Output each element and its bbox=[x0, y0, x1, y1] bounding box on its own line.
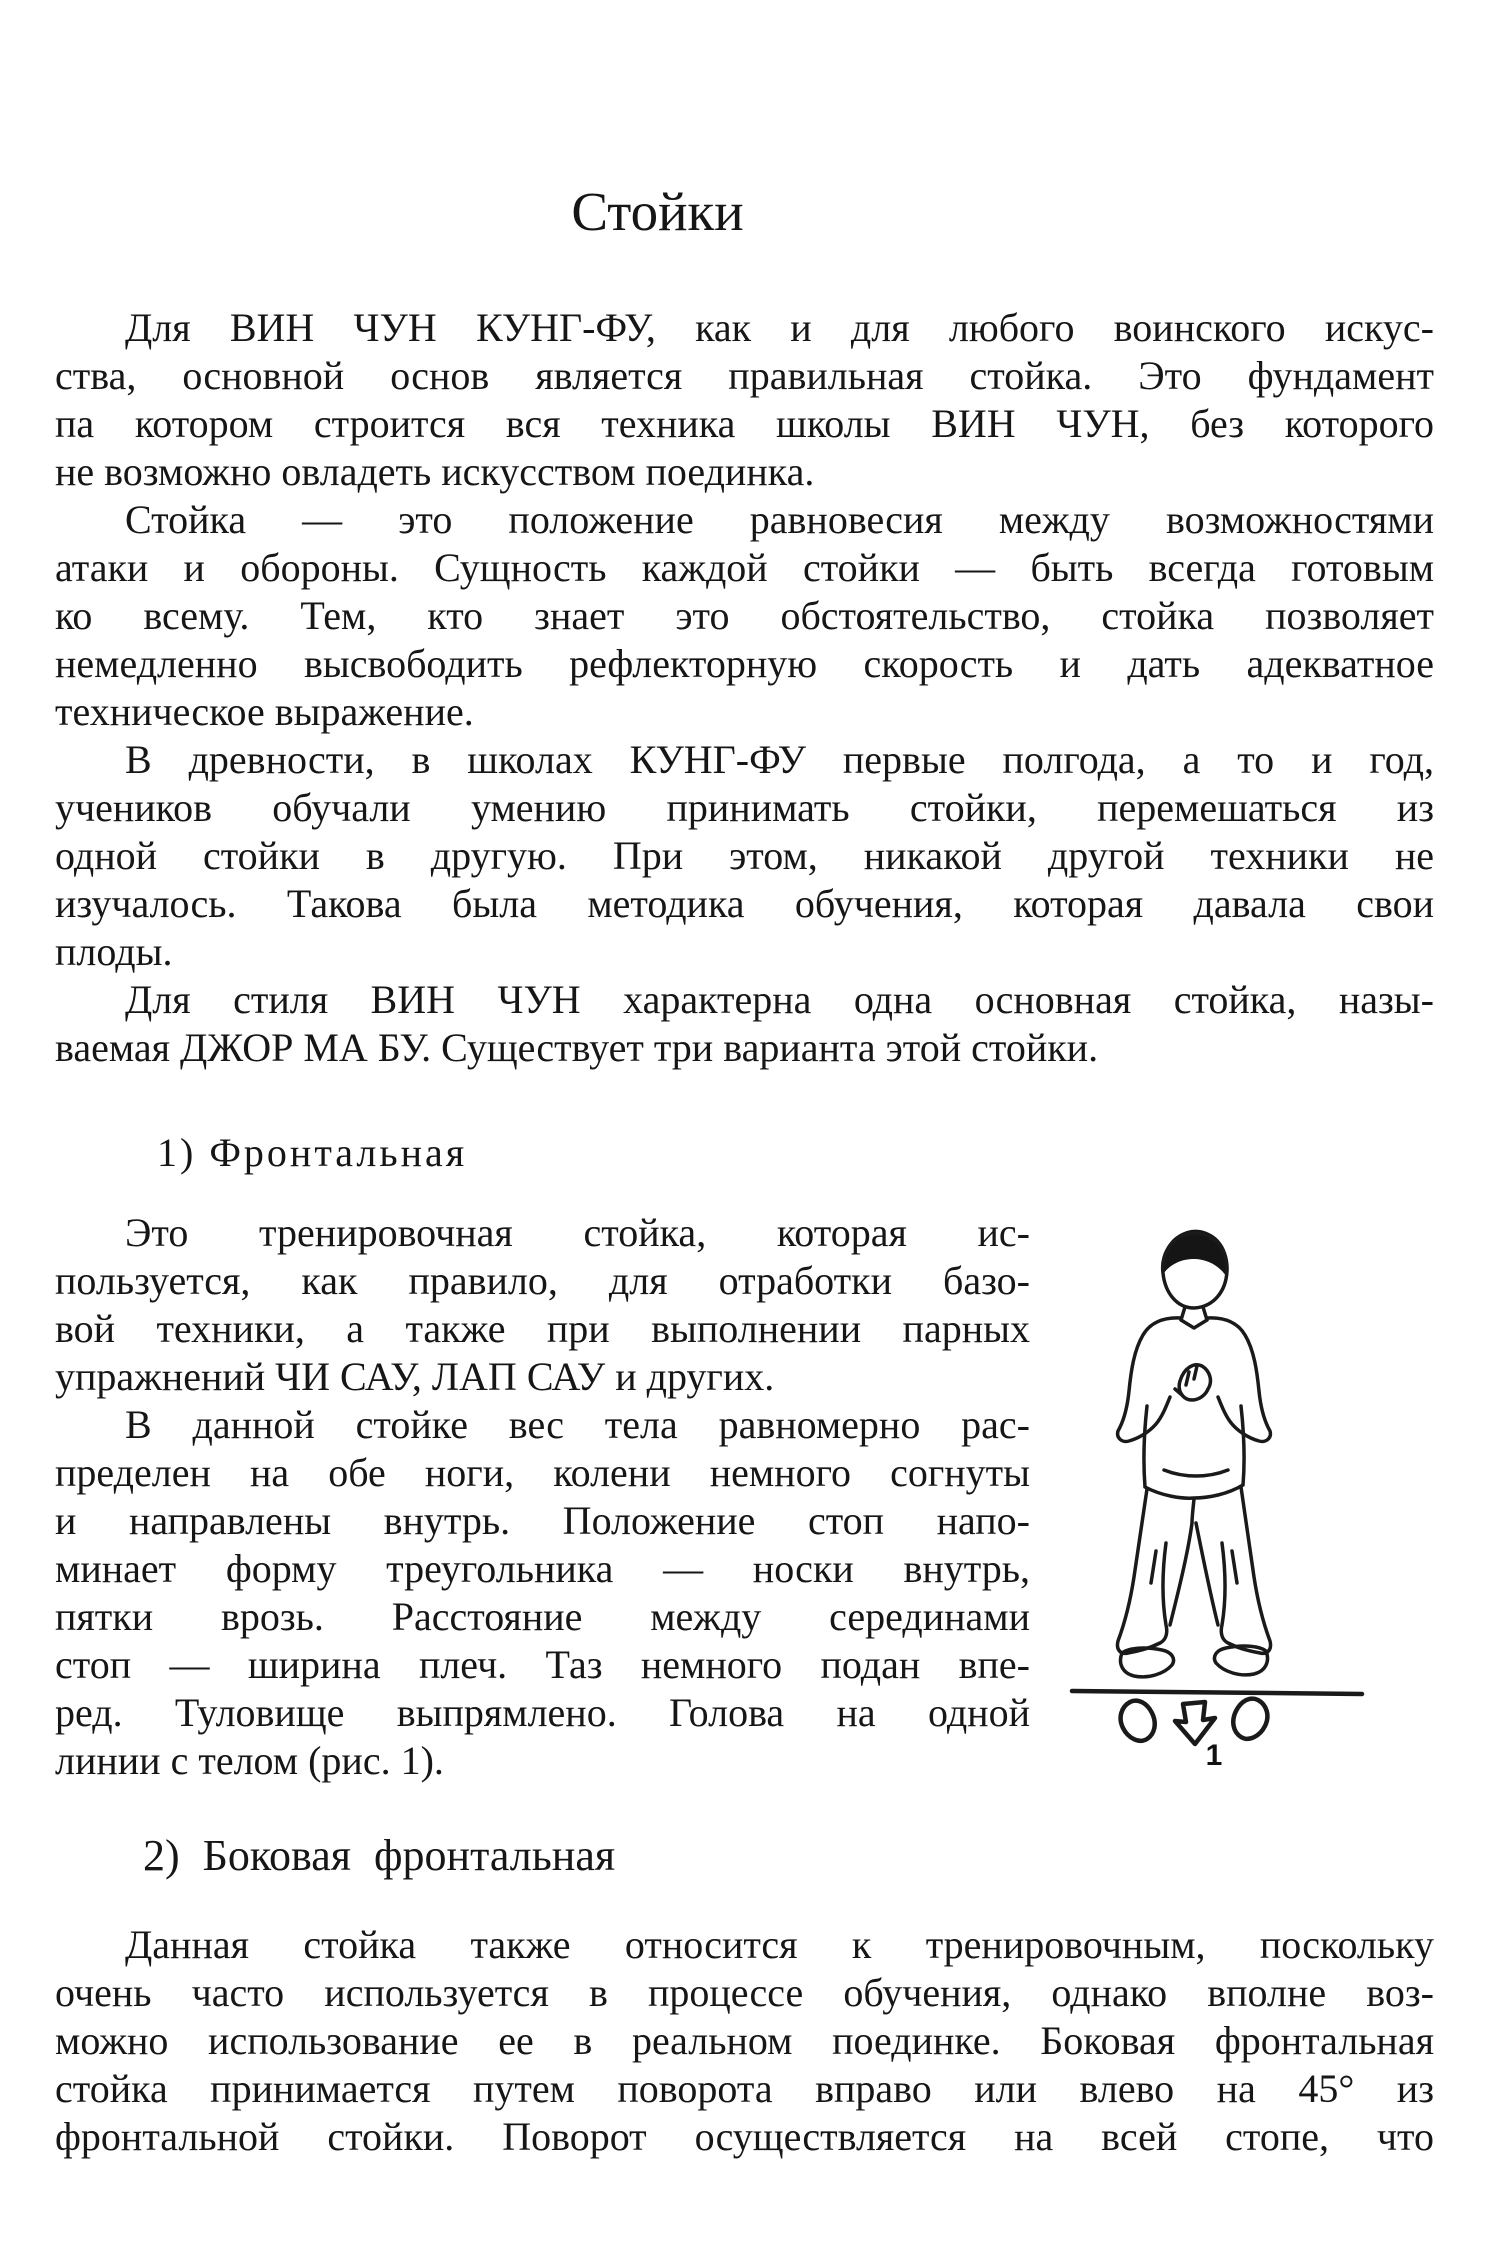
text-line: Это тренировочная стойка, которая ис- bbox=[125, 1210, 1030, 1255]
text-line: Для ВИН ЧУН КУНГ-ФУ, как и для любого воинского искус- bbox=[125, 305, 1434, 350]
section-frontal-text-column bbox=[55, 1209, 1030, 1785]
stance-figure-illustration bbox=[1044, 1221, 1384, 1751]
figure-trousers bbox=[1117, 1487, 1270, 1653]
left-footprint bbox=[1121, 1701, 1155, 1741]
figure-collar bbox=[1181, 1307, 1207, 1328]
text-line: ваемая ДЖОР МА БУ. Существует три варианта этой стойки. bbox=[55, 1025, 1099, 1070]
text-line: пользуется, как правило, для отработки базо- bbox=[55, 1258, 1030, 1303]
figure-area bbox=[1030, 1209, 1434, 1785]
paragraph bbox=[55, 1921, 1434, 2161]
text-line: техническое выражение. bbox=[55, 689, 474, 734]
section-heading-side-frontal: 2) Боковая фронтальная bbox=[143, 1831, 616, 1880]
down-arrow-icon bbox=[1175, 1702, 1215, 1744]
text-line: Для стиля ВИН ЧУН характерна одна основная стойка, назы- bbox=[125, 977, 1434, 1022]
paragraph bbox=[55, 1401, 1030, 1785]
text-line: фронтальной стойки. Поворот осуществляется на всей стопе, что bbox=[55, 2114, 1434, 2159]
text-line: изучалось. Такова была методика обучения, которая давала свои bbox=[55, 881, 1434, 926]
text-line: упражнений ЧИ САУ, ЛАП САУ и других. bbox=[55, 1354, 775, 1399]
section-frontal bbox=[55, 1209, 1434, 1785]
text-line: В данной стойке вес тела равномерно рас- bbox=[125, 1402, 1030, 1447]
text-line: атаки и обороны. Сущность каждой стойки — быть всегда готовым bbox=[55, 545, 1434, 590]
figure-left-arm bbox=[1118, 1318, 1181, 1442]
ground-line bbox=[1072, 1691, 1362, 1694]
text-line: В древности, в школах КУНГ-ФУ первые полгода, а то и год, bbox=[125, 737, 1434, 782]
text-line: одной стойки в другую. При этом, никакой другой техники не bbox=[55, 833, 1434, 878]
text-line: немедленно высвободить рефлекторную скорость и дать адекватное bbox=[55, 641, 1434, 686]
text-line: пятки врозь. Расстояние между серединами bbox=[55, 1594, 1030, 1639]
text-line: плоды. bbox=[55, 929, 173, 974]
page-title: Стойки bbox=[571, 181, 744, 242]
text-line: стойка принимается путем поворота вправо или влево на 45° из bbox=[55, 2066, 1434, 2111]
text-line: па котором строится вся техника школы ВИН ЧУН, без которого bbox=[55, 401, 1434, 446]
text-line: и направлены внутрь. Положение стоп напо- bbox=[55, 1498, 1030, 1543]
text-line: линии с телом (рис. 1). bbox=[55, 1738, 444, 1783]
paragraph bbox=[55, 304, 1434, 496]
figure-number: 1 bbox=[1205, 1739, 1223, 1772]
text-line: минает форму треугольника — носки внутрь, bbox=[55, 1546, 1030, 1591]
text-line: стоп — ширина плеч. Таз немного подан впе- bbox=[55, 1642, 1030, 1687]
text-line: пределен на обе ноги, колени немного согнуты bbox=[55, 1450, 1030, 1495]
figure-hands bbox=[1175, 1365, 1210, 1400]
text-line: Стойка — это положение равновесия между возможностями bbox=[125, 497, 1434, 542]
right-footprint bbox=[1233, 1699, 1267, 1739]
section-heading-frontal: 1) Фронтальная bbox=[157, 1130, 468, 1175]
paragraph bbox=[55, 496, 1434, 736]
text-line: ко всему. Тем, кто знает это обстоятельство, стойка позволяет bbox=[55, 593, 1434, 638]
text-line: учеников обучали умению принимать стойки, перемешаться из bbox=[55, 785, 1434, 830]
figure-right-shoe bbox=[1214, 1646, 1267, 1675]
paragraph bbox=[55, 736, 1434, 976]
text-line: вой техники, а также при выполнении парных bbox=[55, 1306, 1030, 1351]
text-line: ред. Туловище выпрямлено. Голова на одной bbox=[55, 1690, 1030, 1735]
paragraph bbox=[55, 976, 1434, 1072]
text-line: очень часто используется в процессе обучения, однако вполне воз- bbox=[55, 1970, 1434, 2015]
text-line: ства, основной основ является правильная стойка. Это фундамент bbox=[55, 353, 1434, 398]
paragraph bbox=[55, 1209, 1030, 1401]
text-line: Данная стойка также относится к тренировочным, поскольку bbox=[125, 1922, 1434, 1967]
text-line: не возможно овладеть искусством поединка. bbox=[55, 449, 815, 494]
figure-right-arm bbox=[1207, 1318, 1270, 1442]
text-line: можно использование ее в реальном поединке. Боковая фронтальная bbox=[55, 2018, 1434, 2063]
figure-hair bbox=[1162, 1230, 1228, 1276]
